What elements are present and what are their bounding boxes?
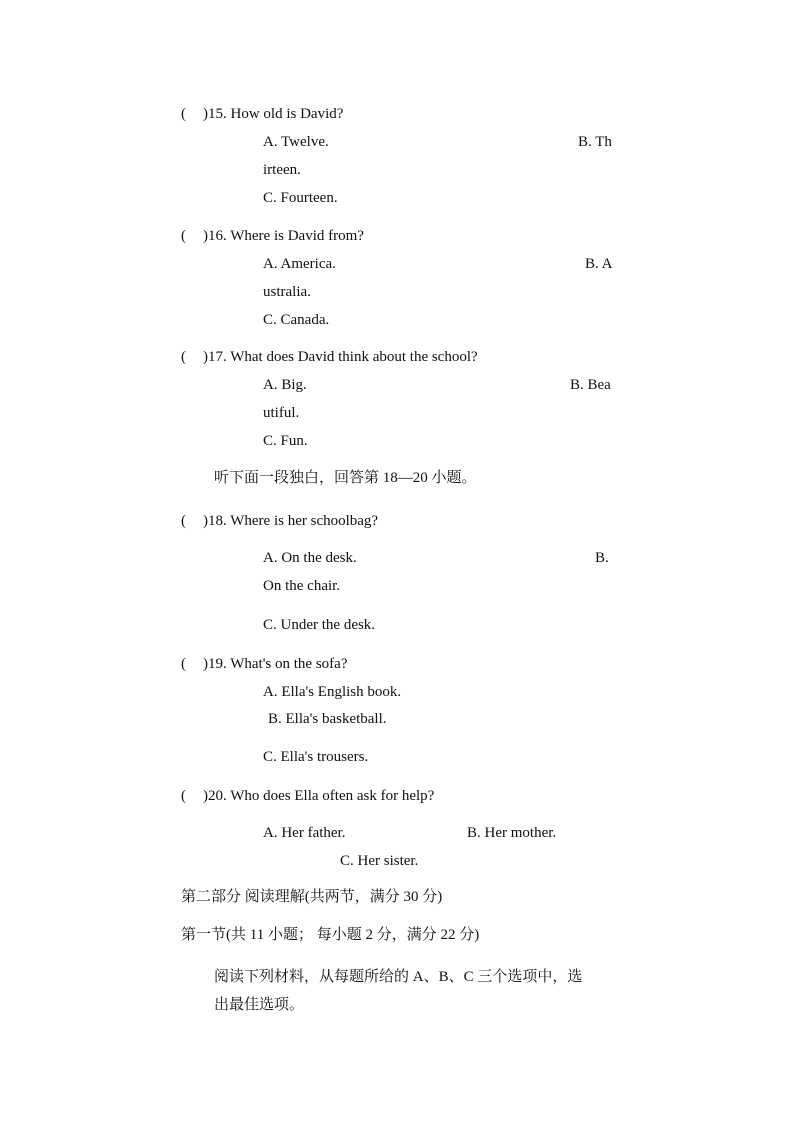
q19-option-a: A. Ella's English book.: [263, 684, 402, 700]
q18-option-b-start: B.: [595, 550, 609, 566]
q18-paren: (: [181, 513, 186, 529]
q16-option-b-start: B. A: [585, 256, 613, 272]
q20-option-c: C. Her sister.: [340, 853, 419, 869]
q20-stem: )20. Who does Ella often ask for help?: [203, 788, 435, 804]
q19-option-c: C. Ella's trousers.: [263, 749, 369, 765]
q19-paren: (: [181, 656, 186, 672]
q17-option-b-start: B. Bea: [570, 377, 611, 393]
q18-option-b-end: On the chair.: [263, 578, 341, 594]
q16-paren: (: [181, 228, 186, 244]
monologue-instruction: 听下面一段独白，回答第 18—20 小题。: [214, 470, 477, 486]
q16-option-b-end: ustralia.: [263, 284, 311, 300]
q15-option-b-end: irteen.: [263, 162, 301, 178]
q16-option-c: C. Canada.: [263, 312, 330, 328]
q19-stem: )19. What's on the sofa?: [203, 656, 348, 672]
q18-stem: )18. Where is her schoolbag?: [203, 513, 379, 529]
q15-option-c: C. Fourteen.: [263, 190, 338, 206]
q19-option-b: B. Ella's basketball.: [268, 711, 387, 727]
part2-heading: 第二部分 阅读理解(共两节，满分 30 分): [181, 889, 443, 905]
q17-stem: )17. What does David think about the school?: [203, 349, 478, 365]
q20-option-a: A. Her father.: [263, 825, 346, 841]
q15-stem: )15. How old is David?: [203, 106, 344, 122]
q18-option-c: C. Under the desk.: [263, 617, 376, 633]
q16-stem: )16. Where is David from?: [203, 228, 364, 244]
q20-paren: (: [181, 788, 186, 804]
reading-instruction-line2: 出最佳选项。: [214, 997, 305, 1013]
q17-paren: (: [181, 349, 186, 365]
q17-option-b-end: utiful.: [263, 405, 300, 421]
q15-option-a: A. Twelve.: [263, 134, 329, 150]
section1-heading: 第一节(共 11 小题； 每小题 2 分，满分 22 分): [181, 927, 480, 943]
q20-option-b: B. Her mother.: [467, 825, 557, 841]
q18-option-a: A. On the desk.: [263, 550, 357, 566]
q17-option-c: C. Fun.: [263, 433, 308, 449]
reading-instruction-line1: 阅读下列材料，从每题所给的 A、B、C 三个选项中，选: [214, 969, 583, 985]
q16-option-a: A. America.: [263, 256, 336, 272]
q17-option-a: A. Big.: [263, 377, 307, 393]
q15-option-b-start: B. Th: [578, 134, 612, 150]
q15-paren: (: [181, 106, 186, 122]
